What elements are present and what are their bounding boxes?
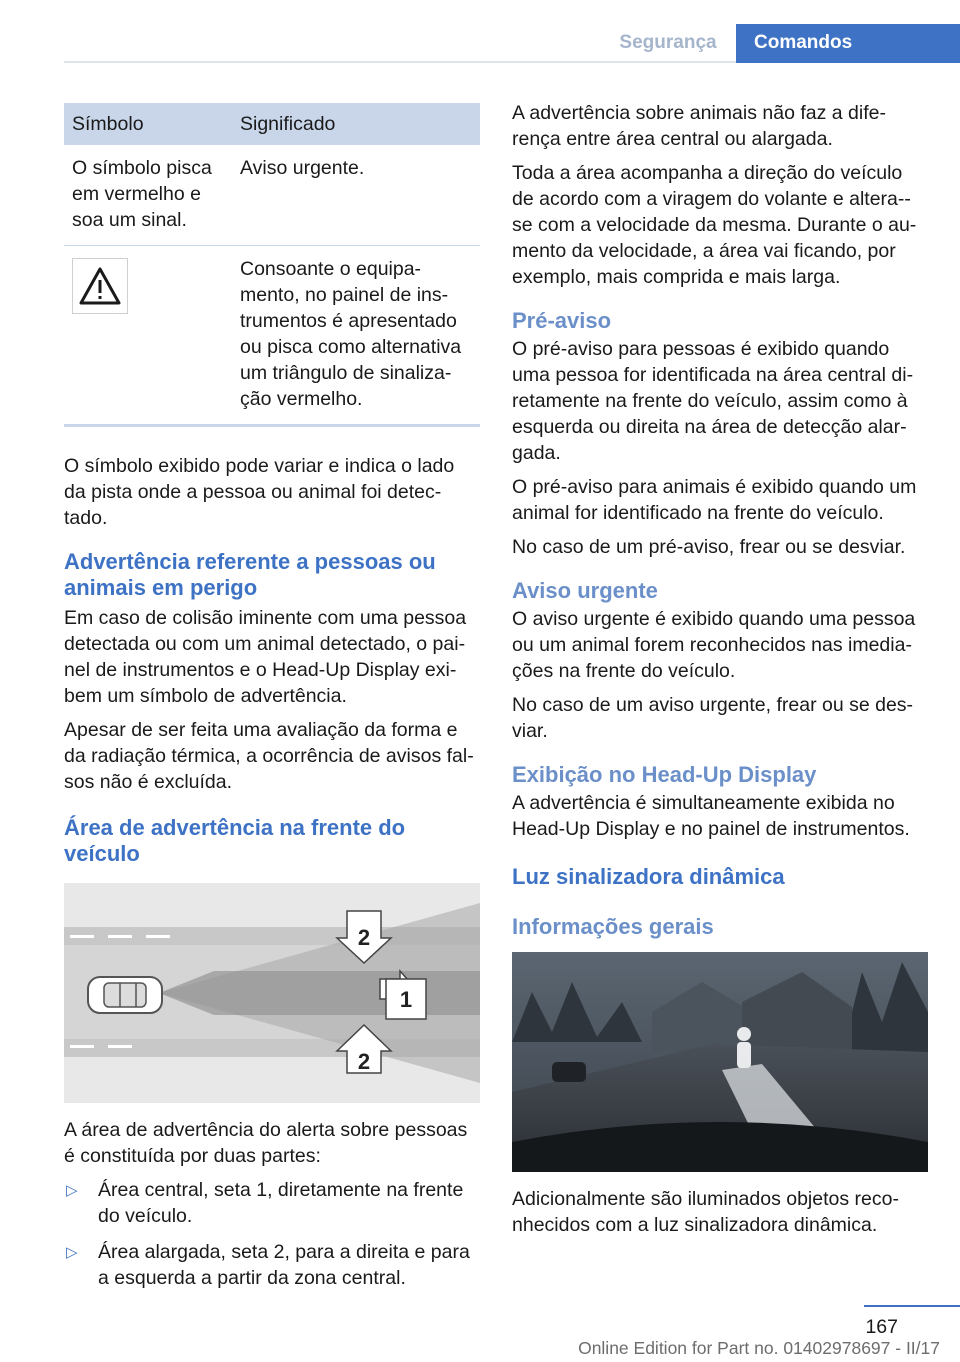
paragraph: O aviso urgente é exibido quando uma pessoa ou um animal forem reconhecidos nas imedia-ções na frente do veículo. (512, 608, 916, 682)
list-item (64, 1239, 480, 1291)
paragraph: Toda a área acompanha a direção do veículo de acordo com a viragem do volante e altera--se com a velocidade da mesma. Durante o au-mento da velocidade, a área vai ficando, por exemplo, mais comprida e mais larga. (512, 162, 917, 288)
warning-area-figure (64, 883, 480, 1103)
header-chapter-tab[interactable]: Comandos (736, 24, 960, 63)
list-item-text: Área central, seta 1, diretamente na frente do veículo. (98, 1179, 464, 1227)
paragraph: A advertência sobre animais não faz a dife-rença entre área central ou alargada. (512, 102, 886, 150)
triangle-bullet-icon: ▷ (66, 1244, 78, 1261)
symbol-table (64, 103, 480, 424)
list-item (64, 1177, 480, 1229)
page-number: 167 (865, 1316, 898, 1338)
table-cell-symbol: O símbolo pisca em vermelho e soa um sinal. (64, 145, 232, 246)
table-header-symbol: Símbolo (64, 103, 232, 145)
table-cell-meaning: Aviso urgente. (232, 145, 480, 246)
left-column (64, 103, 480, 1301)
paragraph: Adicionalmente são iluminados objetos reco-nhecidos com a luz sinalizadora dinâmica. (512, 1188, 899, 1236)
paragraph: A advertência é simultaneamente exibida no Head-Up Display e no painel de instrumentos. (512, 792, 910, 840)
night-road-photo (512, 952, 928, 1172)
paragraph: No caso de um pré-aviso, frear ou se desviar. (512, 536, 906, 558)
paragraph: No caso de um aviso urgente, frear ou se des-viar. (512, 694, 914, 742)
paragraph: O pré-aviso para pessoas é exibido quando uma pessoa for identificada na área central di-retamente na frente do veículo, assim como à esquerda ou direita na área de detecção alar-gada. (512, 338, 914, 464)
table-header-row (64, 103, 480, 145)
table-header-meaning: Significado (232, 103, 480, 145)
arrow-label: 1 (399, 987, 413, 1012)
table-row (64, 145, 480, 246)
list-item-text: Área alargada, seta 2, para a direita e para a esquerda a partir da zona central. (98, 1241, 470, 1289)
paragraph: O pré-aviso para animais é exibido quando um animal for identificado na frente do veículo. (512, 476, 917, 524)
paragraph: A área de advertência do alerta sobre pessoas é constituída por duas partes: (64, 1119, 468, 1167)
triangle-bullet-icon: ▷ (66, 1182, 78, 1199)
bullet-list (64, 1177, 480, 1291)
section-heading: Área de advertência na frente do veículo (64, 815, 406, 866)
header-section-tab[interactable]: Segurança (619, 32, 717, 53)
arrow-label: 2 (357, 1049, 371, 1074)
section-heading: Luz sinalizadora dinâmica (512, 864, 785, 889)
paragraph: O símbolo exibido pode variar e indica o lado da pista onde a pessoa ou animal foi detec-tado. (64, 455, 455, 529)
table-bottom-rule (64, 424, 480, 427)
table-row (64, 246, 480, 425)
section-heading: Advertência referente a pessoas ou animais em perigo (64, 549, 436, 600)
table-cell-symbol (64, 246, 232, 425)
table-cell-meaning: Consoante o equipa-mento, no painel de ins-trumentos é apresentado ou pisca como alternativa um triângulo de sinaliza-ção vermelho. (240, 258, 462, 410)
paragraph: Apesar de ser feita uma avaliação da forma e da radiação térmica, a ocorrência de avisos fal-sos não é excluída. (64, 719, 474, 793)
warning-triangle-icon (72, 258, 128, 314)
subsection-heading: Exibição no Head-Up Display (512, 762, 817, 787)
footer-edition[interactable]: Online Edition for Part no. 01402978697 - II/17 (578, 1338, 940, 1358)
subsection-heading: Informações gerais (512, 914, 714, 939)
subsection-heading: Pré-aviso (512, 308, 612, 333)
footer-rule (864, 1305, 960, 1307)
arrow-label: 2 (357, 925, 371, 950)
paragraph: Em caso de colisão iminente com uma pessoa detectada ou com um animal detectado, o pai-nel de instrumentos e o Head-Up Display exi-bem um símbolo de advertência. (64, 607, 467, 707)
right-column (512, 100, 928, 1246)
subsection-heading: Aviso urgente (512, 578, 658, 603)
